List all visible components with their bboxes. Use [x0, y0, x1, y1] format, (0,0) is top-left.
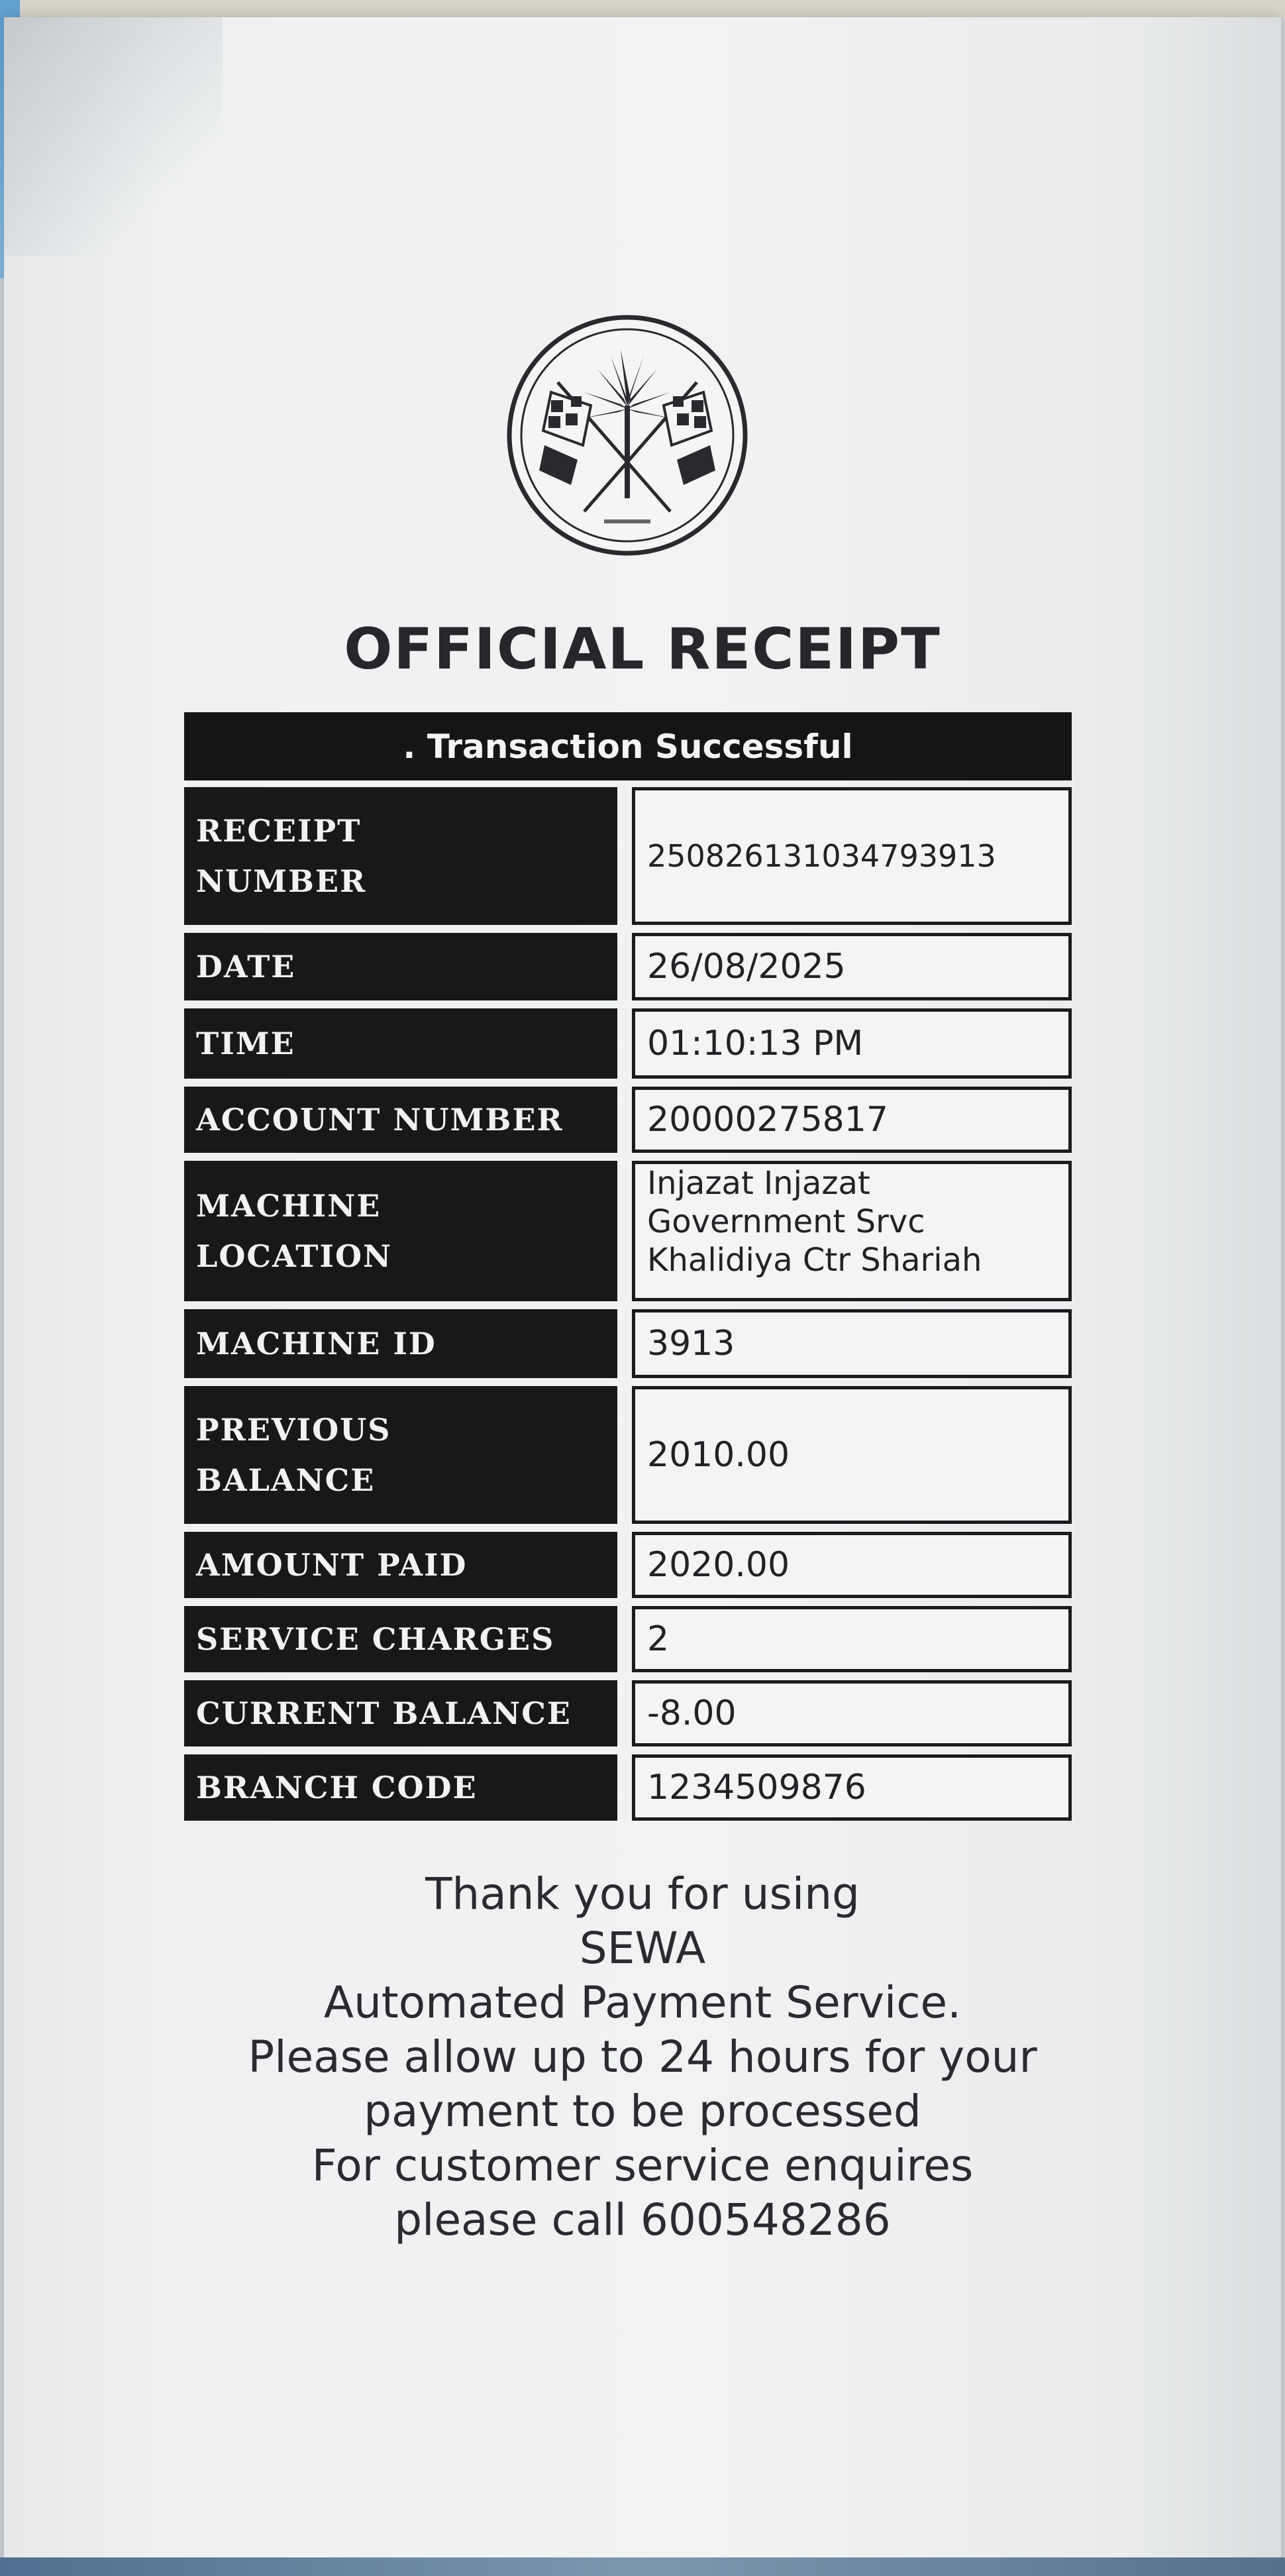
value-branch-code: 1234509876	[632, 1754, 1072, 1821]
footer-line-call: please call 600548286	[394, 2194, 891, 2245]
row-branch-code	[184, 1754, 1072, 1821]
label-previous-balance: PREVIOUS BALANCE	[184, 1386, 617, 1524]
row-machine-id	[184, 1309, 1072, 1378]
receipt-table	[184, 712, 1072, 1829]
label-account-number: ACCOUNT NUMBER	[184, 1087, 617, 1153]
value-amount-paid: 2020.00	[632, 1532, 1072, 1598]
emblem-seal-icon	[505, 313, 750, 558]
receipt-footer	[0, 1867, 1285, 2247]
label-time: TIME	[184, 1008, 617, 1079]
footer-line-allow: Please allow up to 24 hours for your	[248, 2031, 1037, 2082]
row-receipt-number	[184, 787, 1072, 925]
row-account-number	[184, 1087, 1072, 1153]
row-current-balance	[184, 1680, 1072, 1746]
value-machine-id: 3913	[632, 1309, 1072, 1378]
value-service-charges: 2	[632, 1606, 1072, 1672]
label-date: DATE	[184, 933, 617, 1000]
value-time: 01:10:13 PM	[632, 1008, 1072, 1079]
row-time	[184, 1008, 1072, 1079]
receipt-title: OFFICIAL RECEIPT	[344, 616, 941, 682]
label-service-charges: SERVICE CHARGES	[184, 1606, 617, 1672]
row-amount-paid	[184, 1532, 1072, 1598]
footer-line-enquires: For customer service enquires	[311, 2140, 974, 2191]
label-receipt-number: RECEIPT NUMBER	[184, 787, 617, 925]
value-previous-balance: 2010.00	[632, 1386, 1072, 1524]
value-machine-location: Injazat Injazat Government Srvc Khalidiya Ctr Shariah	[632, 1161, 1072, 1301]
row-service-charges	[184, 1606, 1072, 1672]
label-amount-paid: AMOUNT PAID	[184, 1532, 617, 1598]
footer-line-processed: payment to be processed	[364, 2086, 921, 2137]
value-account-number: 20000275817	[632, 1087, 1072, 1153]
label-machine-id: MACHINE ID	[184, 1309, 617, 1378]
row-machine-location	[184, 1161, 1072, 1301]
background-bottom	[0, 2557, 1285, 2576]
value-current-balance: -8.00	[632, 1680, 1072, 1746]
footer-line-service: Automated Payment Service.	[323, 1977, 962, 2028]
value-receipt-number: 250826131034793913	[632, 787, 1072, 925]
row-previous-balance	[184, 1386, 1072, 1524]
transaction-status-banner: . Transaction Successful	[184, 712, 1072, 780]
label-machine-location: MACHINE LOCATION	[184, 1161, 617, 1301]
value-date: 26/08/2025	[632, 933, 1072, 1000]
label-current-balance: CURRENT BALANCE	[184, 1680, 617, 1746]
label-branch-code: BRANCH CODE	[184, 1754, 617, 1821]
footer-line-thanks: Thank you for using	[425, 1868, 860, 1919]
row-date	[184, 933, 1072, 1000]
footer-line-sewa: SEWA	[579, 1923, 706, 1974]
